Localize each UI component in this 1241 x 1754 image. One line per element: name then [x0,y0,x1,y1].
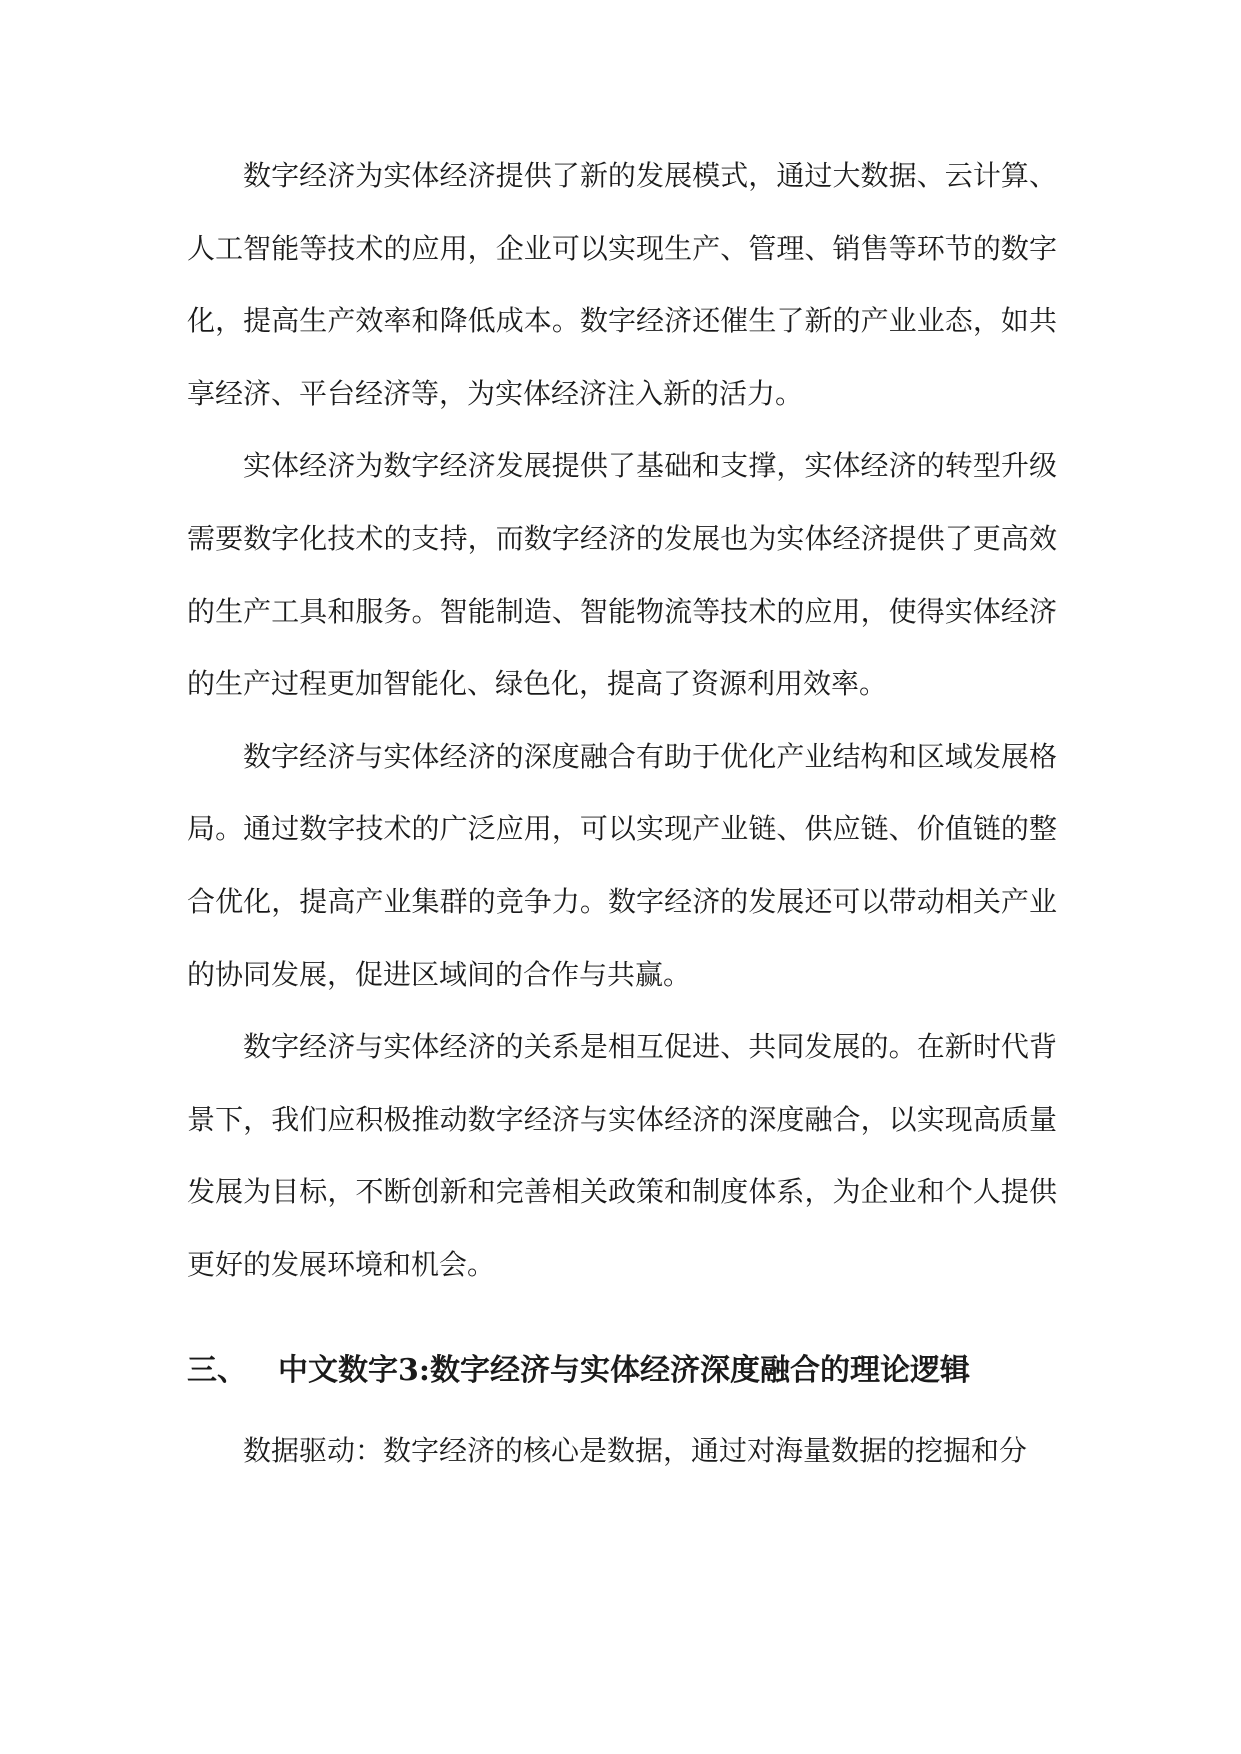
document-body [187,140,1057,1487]
paragraph-data-driven: 数据驱动：数字经济的核心是数据，通过对海量数据的挖掘和分 [243,1433,1028,1467]
paragraph-digital-economy-new-models: 数字经济为实体经济提供了新的发展模式，通过大数据、云计算、人工智能等技术的应用，企业可以实现生产、管理、销售等环节的数字化，提高生产效率和降低成本。数字经济还催生了新的产业业态，如共享经济、平台经济等，为实体经济注入新的活力。 [187,159,1057,410]
paragraph-mutual-promotion: 数字经济与实体经济的关系是相互促进、共同发展的。在新时代背景下，我们应积极推动数字经济与实体经济的深度融合，以实现高质量发展为目标，不断创新和完善相关政策和制度体系，为企业和个人提供更好的发展环境和机会。 [187,1030,1057,1281]
section-heading: 三、 中文数字3:数字经济与实体经济深度融合的理论逻辑 [187,1352,970,1388]
section-title: 中文数字3:数字经济与实体经济深度融合的理论逻辑 [278,1352,970,1388]
paragraph-real-economy-foundation: 实体经济为数字经济发展提供了基础和支撑，实体经济的转型升级需要数字化技术的支持，而数字经济的发展也为实体经济提供了更高效的生产工具和服务。智能制造、智能物流等技术的应用，使得实体经济的生产过程更加智能化、绿色化，提高了资源利用效率。 [187,449,1057,701]
paragraph-industrial-structure: 数字经济与实体经济的深度融合有助于优化产业结构和区域发展格局。通过数字技术的广泛应用，可以实现产业链、供应链、价值链的整合优化，提高产业集群的竞争力。数字经济的发展还可以带动相关产业的协同发展，促进区域间的合作与共赢。 [187,739,1057,991]
